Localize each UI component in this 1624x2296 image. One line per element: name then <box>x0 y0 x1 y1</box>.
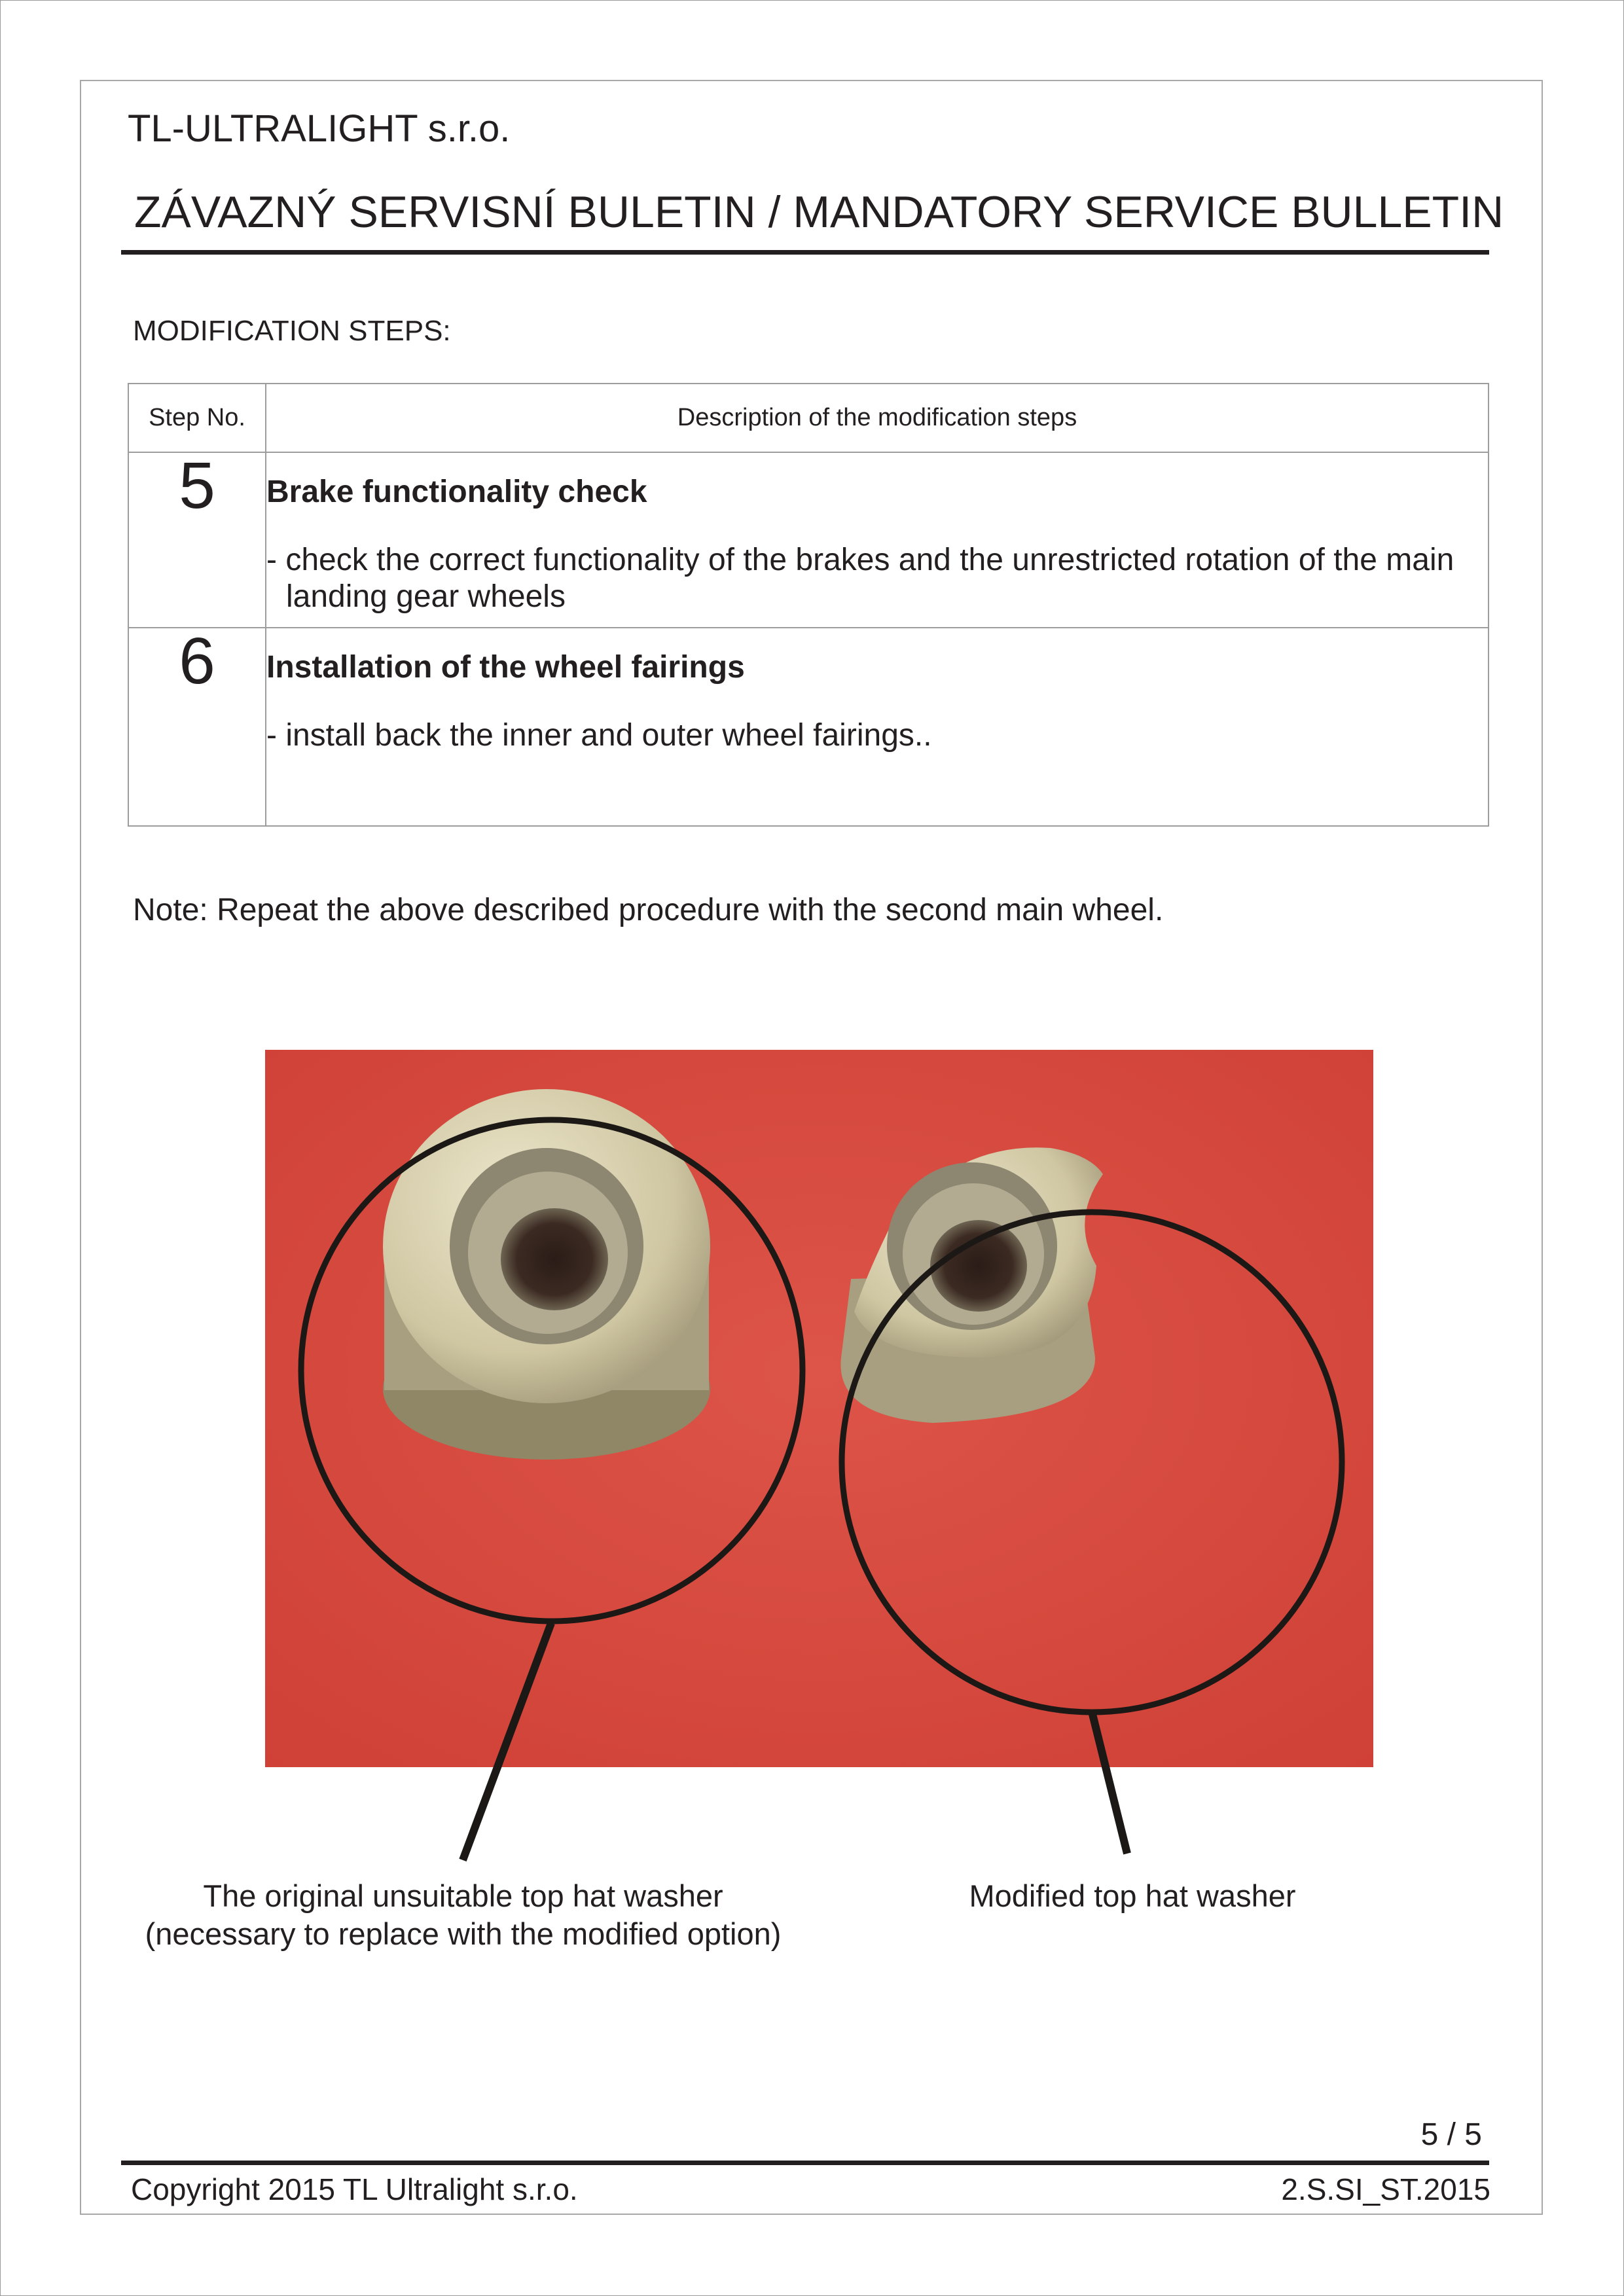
note-text: Note: Repeat the above described procedure with the second main wheel. <box>133 893 1164 927</box>
step-title: Brake functionality check <box>266 475 647 509</box>
step-column-header: Step No. <box>128 384 266 452</box>
table-row <box>128 452 1489 628</box>
step-text: - check the correct functionality of the brakes and the unrestricted rotation of the main landing gear wheels <box>266 543 1454 614</box>
company-name: TL-ULTRALIGHT s.r.o. <box>128 107 511 150</box>
header-rule <box>121 250 1489 255</box>
step-number: 5 <box>128 452 266 628</box>
step-text: - install back the inner and outer wheel fairings.. <box>266 718 932 753</box>
caption-line: The original unsuitable top hat washer <box>203 1878 723 1913</box>
step-number: 6 <box>128 628 266 826</box>
modified-washer-caption: Modified top hat washer <box>969 1878 1296 1913</box>
footer-rule <box>121 2161 1489 2165</box>
table-row <box>128 628 1489 826</box>
document-code: 2.S.SI_ST.2015 <box>1281 2172 1490 2206</box>
page-number: 5 / 5 <box>1420 2117 1482 2152</box>
caption-line: (necessary to replace with the modified option) <box>145 1916 782 1951</box>
section-heading: MODIFICATION STEPS: <box>133 315 451 347</box>
modification-steps-table <box>128 383 1489 827</box>
table-header-row <box>128 384 1489 452</box>
washer-photo <box>265 1050 1373 1767</box>
bulletin-title: ZÁVAZNÝ SERVISNÍ BULETIN / MANDATORY SERVICE BULLETIN <box>134 187 1504 237</box>
step-title: Installation of the wheel fairings <box>266 650 745 685</box>
step-description <box>266 628 1489 826</box>
copyright: Copyright 2015 TL Ultralight s.r.o. <box>131 2172 578 2206</box>
step-description <box>266 452 1489 628</box>
original-washer-caption <box>118 1877 808 1953</box>
description-column-header: Description of the modification steps <box>266 384 1489 452</box>
